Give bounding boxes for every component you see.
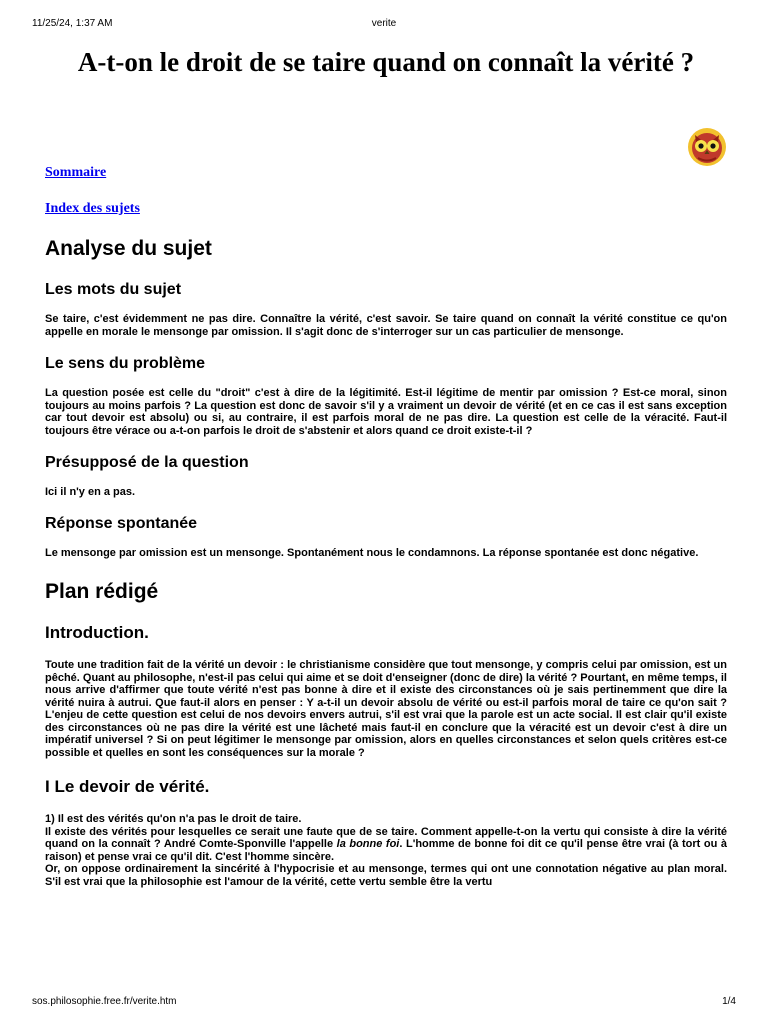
document-content [45, 40, 727, 888]
heading-plan: Plan rédigé [45, 580, 159, 603]
paragraph-sens: La question posée est celle du "droit" c'est à dire de la légitimité. Est-il légitime de mentir par omission ? Est-ce moral, sinon toujours au moins parfois ? La question est donc de savoir s'il y a vraiment un devoir de vérité (et en ce cas il est sans exception car tout devoir est absolu) ou si, au contraire, il est parfois moral de ne pas dire. La question est celle de la véracité. Faut-il toujours être vérace ou a-t-on parfois le droit de s'abstenir et alors quand ce droit existe-t-il ? [45, 387, 727, 437]
heading-introduction: Introduction. [45, 623, 149, 642]
document-title: A-t-on le droit de se taire quand on connaît la vérité ? [77, 47, 695, 77]
print-page-number: 1/4 [722, 996, 736, 1007]
index-sujets-link[interactable]: Index des sujets [45, 201, 140, 216]
paragraph-devoir-2 [45, 826, 727, 864]
paragraph-reponse: Le mensonge par omission est un mensonge. Spontanément nous le condamnons. La réponse spontanée est donc négative. [45, 546, 699, 559]
paragraph-introduction: Toute une tradition fait de la vérité un devoir : le christianisme considère que tout mensonge, y compris celui par omission, est un pêché. Quant au philosophe, n'est-il pas celui qui aime et se doit d'enseigner (donc de dire) la vérité ? Pourtant, en même temps, il nous arrive d'affirmer que toute vérité n'est pas bonne à dire et il existe des circonstances où je sais pertinemment que dire la vérité nuira à autrui. Que faut-il alors en penser : Y a-t-il un devoir absolu de vérité ou est-il parfois moral de taire ce qu'on sait ? L'enjeu de cette question est celui de nos devoirs envers autrui, s'il est vrai que la parole est un acte social. Il est clair qu'il existe des circonstances où ne pas dire la vérité est une lâcheté mais faut-il en conclure que la véracité est un devoir c'est à dire un impératif universel ? Si on peut légitimer le mensonge par omission, alors en quelles circonstances et selon quels critères est-ce possible et quelles en sont les conséquences sur la morale ? [45, 659, 727, 759]
print-page-title: verite [371, 18, 397, 29]
heading-sens: Le sens du problème [45, 355, 206, 372]
paragraph-devoir-1: 1) Il est des vérités qu'on n'a pas le droit de taire. [45, 813, 302, 825]
devoir-2-text-a: Il existe des vérités pour lesquelles ce serait une faute que de se taire. Comment appelle-t-on la vertu qui consiste à dire la vérité quand on la connaît ? André Comte-Sponville l'appelle [45, 825, 727, 850]
paragraph-mots: Se taire, c'est évidemment ne pas dire. Connaître la vérité, c'est savoir. Se taire quand on connaît la vérité constitue ce qu'on appelle en morale le mensonge par omission. Il s'agit donc de s'interroger sur un cas particulier de mensonge. [45, 313, 727, 338]
print-url: sos.philosophie.free.fr/verite.htm [32, 996, 177, 1007]
devoir-2-text-b: . L'homme de bonne foi dit ce qu'il pense être vrai (à tort ou à raison) et pense vrai ce qu'il dit. C'est l'homme sincère. [45, 838, 727, 863]
owl-icon-graphic [687, 127, 727, 167]
heading-presuppose: Présupposé de la question [45, 454, 249, 471]
paragraph-devoir-3: Or, on oppose ordinairement la sincérité à l'hypocrisie et au mensonge, termes qui ont une connotation négative au plan moral. S'il est vrai que la philosophie est l'amour de la vérité, cette vertu semble être la vertu [45, 863, 727, 888]
document-body [45, 236, 727, 888]
sommaire-link[interactable]: Sommaire [45, 165, 107, 180]
print-datetime: 11/25/24, 1:37 AM [32, 18, 113, 29]
heading-analyse: Analyse du sujet [45, 237, 212, 260]
heading-reponse: Réponse spontanée [45, 514, 198, 532]
heading-devoir: I Le devoir de vérité. [45, 777, 210, 796]
devoir-2-bonne-foi: la bonne foi [336, 838, 400, 850]
print-footer [32, 996, 736, 1010]
print-header [32, 18, 736, 32]
heading-mots: Les mots du sujet [45, 281, 182, 298]
paragraph-presuppose: Ici il n'y en a pas. [45, 486, 136, 498]
owl-icon [687, 127, 727, 167]
